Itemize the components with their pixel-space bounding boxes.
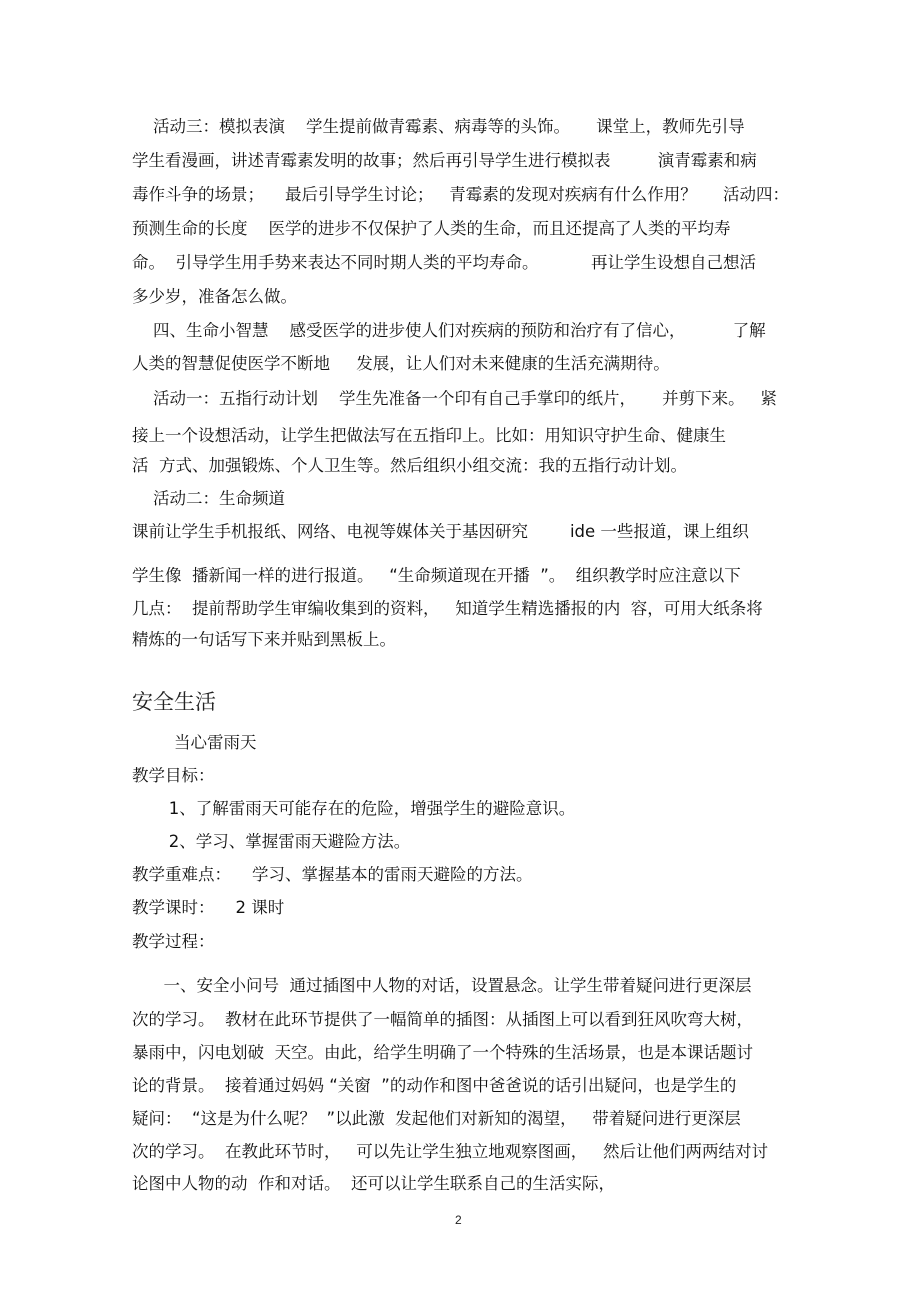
text-line: 2、学习、掌握雷雨天避险方法。 <box>132 832 411 851</box>
text-line: 教学过程： <box>132 932 215 951</box>
text-line: 精炼的一句话写下来并贴到黑板上。 <box>132 630 396 649</box>
text-line: 论的背景。 接着通过妈妈 “关窗 ”的动作和图中爸爸说的话引出疑问，也是学生的 <box>132 1076 737 1095</box>
text-line: 教学课时： 2 课时 <box>132 898 285 917</box>
text-line: 疑问： “这是为什么呢？ ”以此激 发起他们对新知的渴望， 带着疑问进行更深层 <box>132 1109 741 1128</box>
text-line: 毒作斗争的场景； 最后引导学生讨论； 青霉素的发现对疾病有什么作用？ 活动四： <box>132 185 789 204</box>
text-line: 教学重难点： 学习、掌握基本的雷雨天避险的方法。 <box>132 865 533 884</box>
text-line: 活 方式、加强锻炼、个人卫生等。然后组织小组交流：我的五指行动计划。 <box>132 456 687 475</box>
text-line: 多少岁，准备怎么做。 <box>132 287 297 306</box>
text-line: 课前让学生手机报纸、网络、电视等媒体关于基因研究 ide 一些报道，课上组织 <box>132 522 749 541</box>
text-line: 学生像 播新闻一样的进行报道。 “生命频道现在开播 ”。 组织教学时应注意以下 <box>132 566 741 585</box>
text-line: 学生看漫画，讲述青霉素发明的故事；然后再引导学生进行模拟表 演青霉素和病 <box>132 151 757 170</box>
page-number: 2 <box>455 1213 462 1227</box>
text-line: 活动二：生命频道 <box>132 489 285 508</box>
text-line: 一、安全小问号 通过插图中人物的对话，设置悬念。让学生带着疑问进行更深层 <box>132 976 752 995</box>
text-line: 命。 引导学生用手势来表达不同时期人类的平均寿命。 再让学生设想自己想活 <box>132 253 756 272</box>
text-line: 四、生命小智慧 感受医学的进步使人们对疾病的预防和治疗有了信心， 了解 <box>132 321 766 340</box>
lesson-title: 当心雷雨天 <box>132 733 257 752</box>
text-line: 暴雨中，闪电划破 天空。由此，给学生明确了一个特殊的生活场景，也是本课话题讨 <box>132 1043 753 1062</box>
text-line: 人类的智慧促使医学不断地 发展，让人们对未来健康的生活充满期待。 <box>132 354 670 373</box>
text-line: 1、了解雷雨天可能存在的危险，增强学生的避险意识。 <box>132 799 576 818</box>
text-line: 几点： 提前帮助学生审编收集到的资料， 知道学生精选播报的内 容，可用大纸条将 <box>132 599 763 618</box>
text-line: 教学目标： <box>132 766 215 785</box>
text-line: 活动三：模拟表演 学生提前做青霉素、病毒等的头饰。 课堂上，教师先引导 <box>132 117 745 136</box>
text-line: 论图中人物的动 作和对话。 还可以让学生联系自己的生活实际， <box>132 1174 615 1193</box>
text-line: 次的学习。 教材在此环节提供了一幅简单的插图：从插图上可以看到狂风吹弯大树， <box>132 1010 753 1029</box>
text-line: 活动一：五指行动计划 学生先准备一个印有自己手掌印的纸片， 并剪下来。 紧 <box>132 389 777 408</box>
text-line: 次的学习。 在教此环节时， 可以先让学生独立地观察图画， 然后让他们两两结对讨 <box>132 1142 768 1161</box>
text-line: 预测生命的长度 医学的进步不仅保护了人类的生命，而且还提高了人类的平均寿 <box>132 219 731 238</box>
text-line: 接上一个设想活动，让学生把做法写在五指印上。比如：用知识守护生命、健康生 <box>132 426 726 445</box>
section-heading: 安全生活 <box>132 690 216 714</box>
